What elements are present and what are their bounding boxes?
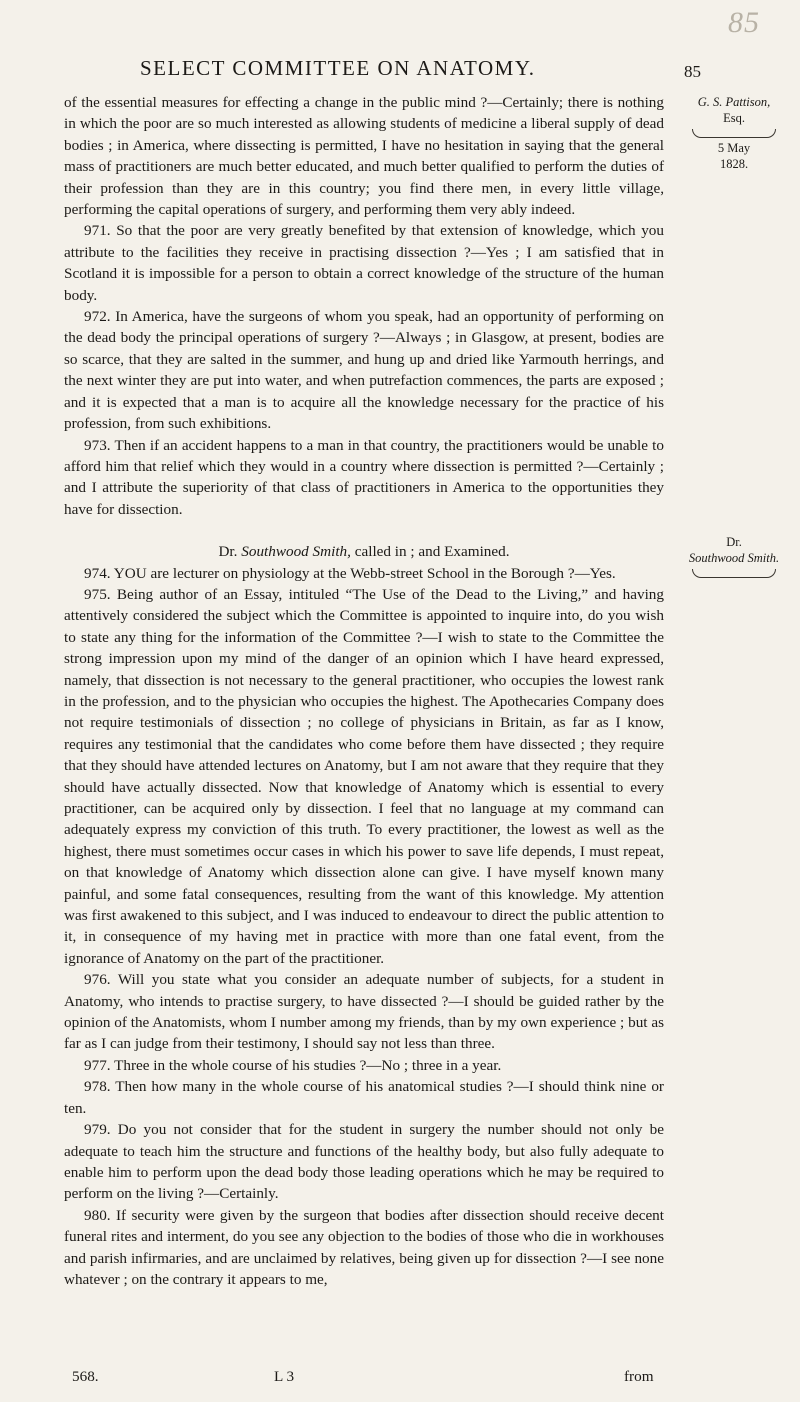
witness-heading <box>64 541 664 562</box>
paragraph-q977: 977. Three in the whole course of his studies ?—No ; three in a year. <box>84 1056 502 1074</box>
paragraph-q979: 979. Do you not consider that for the student in surgery the number should not only be adequate to teach him the structure and functions of the healthy body, but also fully adequate to enable him to perform upon the dead body those leading operations which he may be required to perform on the living ?—Certainly. <box>64 1121 664 1203</box>
sidenote-suffix: Esq. <box>723 111 745 125</box>
witness-name: Southwood Smith, <box>241 543 351 561</box>
paragraph-continued: of the essential measures for effecting a change in the public mind ?—Certainly; there is nothing in which the poor are so much interested as allowing students of medicine a liberal supply of dead bodies ; in America, where dissecting is permitted, I have no hesitation in saying that the general mass of practitioners are much better educated, and much better qualified to perform the duties of their profession than they are in this country; you find there men, in every little village, performing the capital operations of surgery, and performing them very ably indeed. <box>64 94 664 219</box>
catchword: from <box>624 1368 654 1385</box>
paragraph-q978: 978. Then how many in the whole course of his anatomical studies ?—I should think nine or ten. <box>64 1078 664 1117</box>
paragraph-q976: 976. Will you state what you consider an adequate number of subjects, for a student in Anatomy, who intends to practise surgery, to have dissected ?—I should be guided rather by the opinion of the Anatomists, whom I number among my friends, than by my own experience ; but as far as I can judge from their testimony, I should say not less than three. <box>64 971 664 1053</box>
sidenote-title: Dr. <box>726 535 742 549</box>
paragraph-q974: 974. YOU are lecturer on physiology at the Webb-street School in the Borough ?—Yes. <box>84 564 616 582</box>
paragraph-q980: 980. If security were given by the surgeon that bodies after dissection should receive decent funeral rites and interment, do you see any objection to the bodies of those who die in workhouses and parish infirmaries, and are unclaimed by relatives, being given up for dissection ?—I see none whatever ; on the contrary it appears to me, <box>64 1206 664 1288</box>
paragraph-q973: 973. Then if an accident happens to a man in that country, the practitioners would be unable to afford him that relief which they would in a country where dissection is permitted ?—Certainly ; and I attribute the superiority of that class of practitioners in America to the opportunities they have for dissection. <box>64 436 664 518</box>
signature-mark: 568. <box>72 1368 99 1385</box>
sidenote-year: 1828. <box>719 157 749 171</box>
sidenote-date: 5 May <box>717 141 751 155</box>
gathering-mark: L 3 <box>274 1368 295 1385</box>
sidenote-witness-smith <box>686 534 782 580</box>
page-number: 85 <box>684 62 701 81</box>
sidenote-brace <box>692 129 776 138</box>
sidenote-name: Southwood Smith. <box>688 551 780 565</box>
handwritten-page-mark: 85 <box>728 6 760 39</box>
paragraph-q972: 972. In America, have the surgeons of whom you speak, had an opportunity of performing on the dead body the principal operations of surgery ?—Always ; in Glasgow, at present, bodies are so scarce, that they are salted in the summer, and hung up and dried like Yarmouth herrings, and the next winter they are put into water, and when putrefaction commences, the parts are exposed ; and it is expected that a man is to acquire all the knowledge necessary for the practice of his profession, from such exhibitions. <box>64 308 664 433</box>
sidenote-name: G. S. Pattison, <box>697 95 771 109</box>
paragraph-q975: 975. Being author of an Essay, intituled “The Use of the Dead to the Living,” and having attentively considered the subject which the Committee is appointed to inquire into, do you wish to state any thing for the information of the Committee ?—I wish to state to the Committee the strong impression upon my mind of the danger of an opinion which I have heard expressed, namely, that dissection is not necessary to the general practitioner, who occupies the lowest rank in the profession, and to the physician who occupies the highest. The Apothecaries Company does not require testimonials of dissection ; no college of physicians in Britain, as far as I know, requires any testimonial that the candidates who come before them have dissected ; they require that they should have attended lectures on Anatomy, but I am not aware that they require that they should have actually dissected. Now that knowledge of Anatomy which is essential to every practitioner, can be acquired only by dissection. I feel that no language at my command can adequately express my conviction of this truth. To every practitioner, the lowest as well as the highest, there must sometimes occur cases in which his power to save life depends, I must repeat, on that knowledge of Anatomy which dissection alone can give. I have myself known many painful, and some fatal consequences, resulting from the want of this knowledge. My attention was first awakened to this subject, and I was induced to endeavour to direct the public attention to it, in consequence of my having met in practice with more than one fatal event, from the ignorance of Anatomy on the part of the practitioner. <box>64 585 664 967</box>
witness-prefix: Dr. <box>218 543 238 561</box>
body-text <box>64 92 664 1290</box>
running-head: SELECT COMMITTEE ON ANATOMY. <box>140 56 536 80</box>
witness-suffix: called in ; and Examined. <box>354 543 510 561</box>
sidenote-witness-pattison <box>686 94 782 172</box>
sidenote-brace <box>692 569 776 578</box>
paragraph-q971: 971. So that the poor are very greatly benefited by that extension of knowledge, which you attribute to the facilities they receive in practising dissection ?—Yes ; I am satisfied that in Scotland it is impossible for a person to obtain a correct knowledge of the structure of the human body. <box>64 222 664 304</box>
